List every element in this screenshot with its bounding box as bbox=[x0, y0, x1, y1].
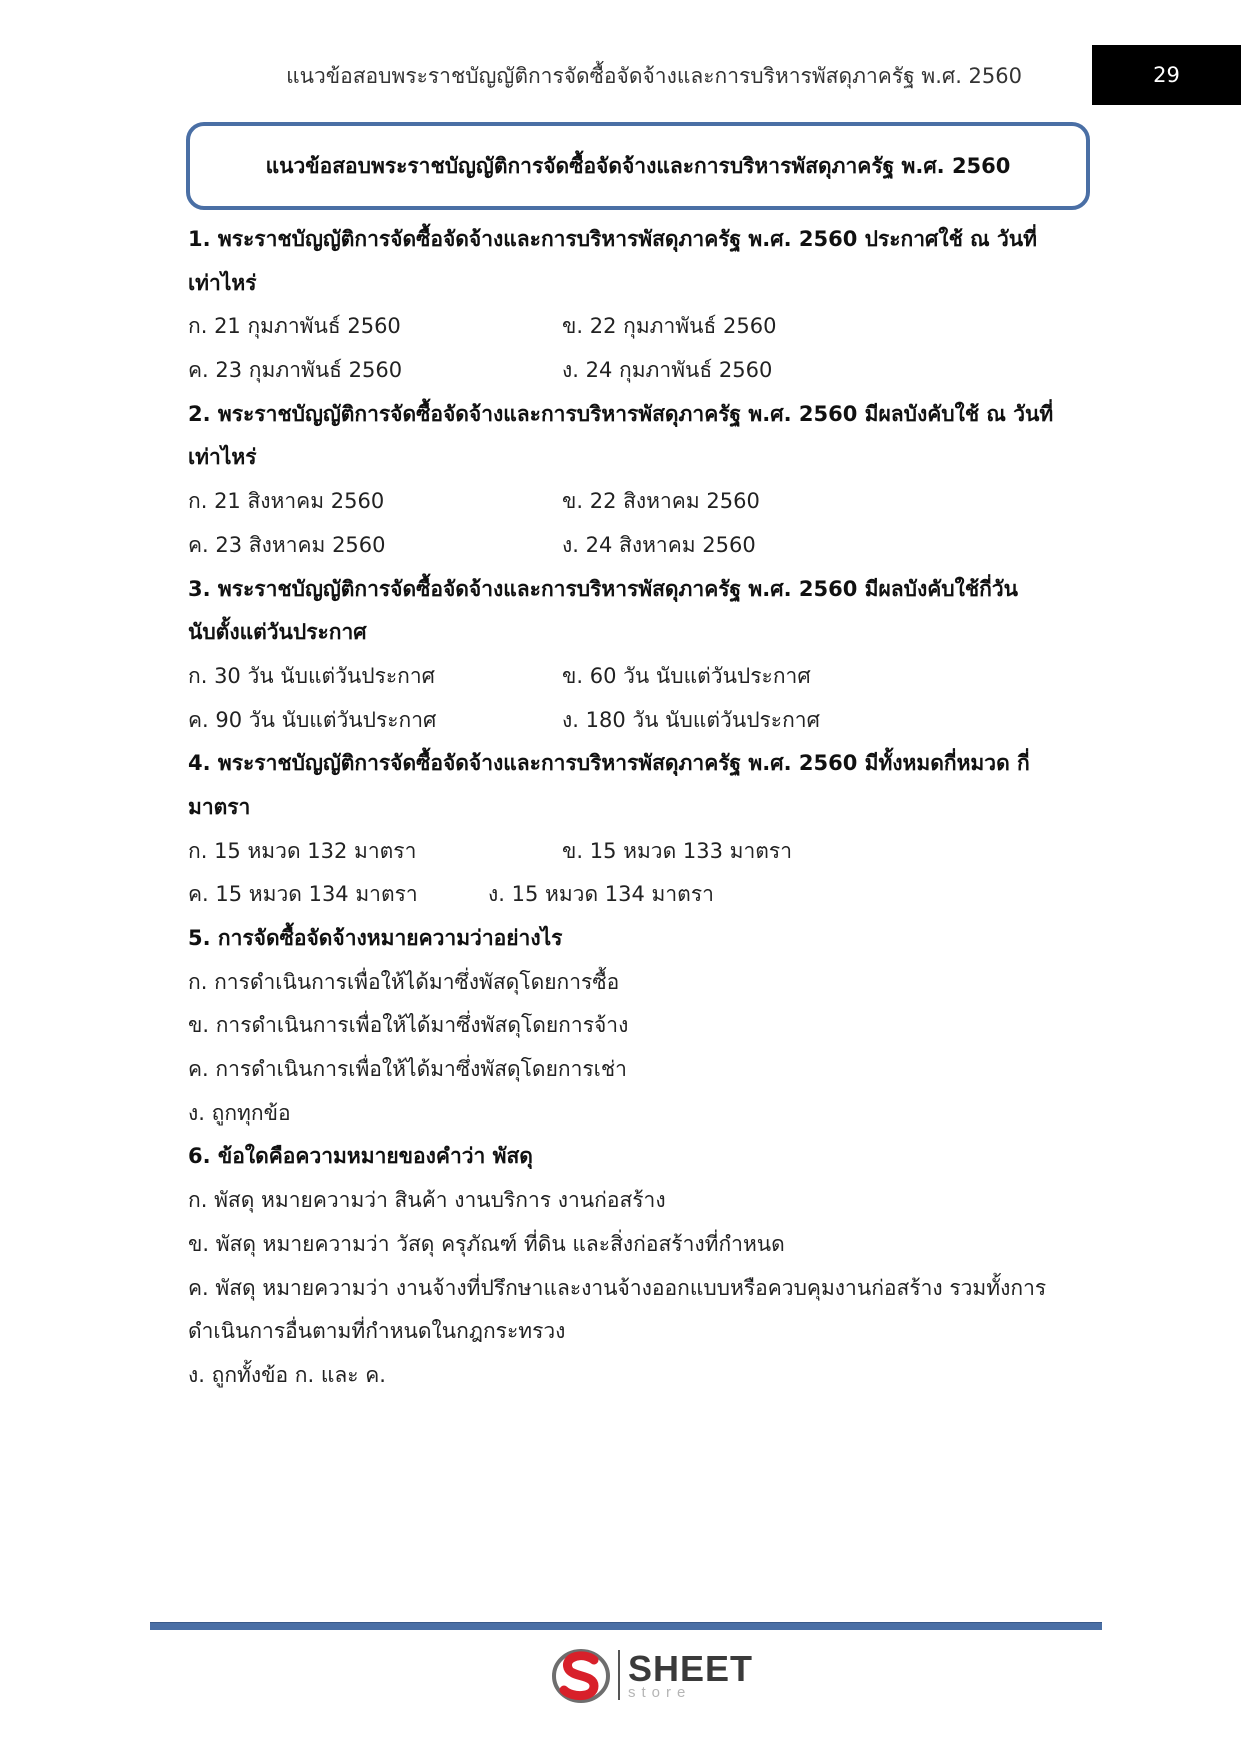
option-row bbox=[188, 480, 1068, 524]
option-c: ค. 90 วัน นับแต่วันประกาศ bbox=[188, 707, 437, 732]
title-box bbox=[186, 122, 1090, 210]
logo-separator bbox=[618, 1650, 620, 1700]
option-row bbox=[188, 349, 1068, 393]
option-b: ข. 22 กุมภาพันธ์ 2560 bbox=[562, 314, 777, 339]
question-2-text-cont: เท่าไหร่ bbox=[188, 445, 257, 470]
option-d: ง. ถูกทุกข้อ bbox=[188, 1100, 291, 1125]
option-a: ก. พัสดุ หมายความว่า สินค้า งานบริการ งานก่อสร้าง bbox=[188, 1188, 666, 1213]
option-row bbox=[188, 655, 1068, 699]
option-d: ง. 15 หมวด 134 มาตรา bbox=[488, 882, 714, 907]
question-6-text: 6. ข้อใดคือความหมายของคำว่า พัสดุ bbox=[188, 1144, 533, 1169]
option-row bbox=[188, 699, 1068, 743]
option-a: ก. การดำเนินการเพื่อให้ได้มาซึ่งพัสดุโดยการซื้อ bbox=[188, 969, 620, 994]
option-c: ค. พัสดุ หมายความว่า งานจ้างที่ปรึกษาและงานจ้างออกแบบหรือควบคุมงานก่อสร้าง รวมทั้งการ bbox=[188, 1275, 1047, 1300]
option-c: ค. 15 หมวด 134 มาตรา bbox=[188, 882, 418, 907]
option-b: ข. พัสดุ หมายความว่า วัสดุ ครุภัณฑ์ ที่ดิน และสิ่งก่อสร้างที่กำหนด bbox=[188, 1231, 785, 1256]
option-a: ก. 15 หมวด 132 มาตรา bbox=[188, 838, 417, 863]
option-c-cont: ดำเนินการอื่นตามที่กำหนดในกฎกระทรวง bbox=[188, 1319, 566, 1344]
option-c: ค. 23 กุมภาพันธ์ 2560 bbox=[188, 358, 403, 383]
option-a: ก. 30 วัน นับแต่วันประกาศ bbox=[188, 663, 436, 688]
logo-brand-sub: store bbox=[628, 1683, 692, 1701]
option-d: ง. 24 สิงหาคม 2560 bbox=[562, 532, 756, 557]
brand-logo bbox=[550, 1645, 753, 1705]
logo-wordmark bbox=[628, 1647, 754, 1701]
option-d: ง. 24 กุมภาพันธ์ 2560 bbox=[562, 358, 773, 383]
option-b: ข. 60 วัน นับแต่วันประกาศ bbox=[562, 663, 811, 688]
option-row bbox=[188, 830, 1068, 874]
option-row bbox=[188, 524, 1068, 568]
question-1-text: 1. พระราชบัญญัติการจัดซื้อจัดจ้างและการบริหารพัสดุภาครัฐ พ.ศ. 2560 ประกาศใช้ ณ วันที่ bbox=[188, 227, 1037, 251]
question-5-text: 5. การจัดซื้อจัดจ้างหมายความว่าอย่างไร bbox=[188, 926, 563, 950]
option-d: ง. 180 วัน นับแต่วันประกาศ bbox=[562, 707, 820, 732]
option-b: ข. 15 หมวด 133 มาตรา bbox=[562, 838, 792, 863]
option-a: ก. 21 สิงหาคม 2560 bbox=[188, 489, 385, 514]
footer-divider bbox=[150, 1622, 1102, 1630]
option-b: ข. การดำเนินการเพื่อให้ได้มาซึ่งพัสดุโดยการจ้าง bbox=[188, 1013, 629, 1038]
question-2-text: 2. พระราชบัญญัติการจัดซื้อจัดจ้างและการบริหารพัสดุภาครัฐ พ.ศ. 2560 มีผลบังคับใช้ ณ วันที่ bbox=[188, 401, 1054, 426]
option-c: ค. 23 สิงหาคม 2560 bbox=[188, 532, 386, 557]
question-3-text-cont: นับตั้งแต่วันประกาศ bbox=[188, 620, 367, 645]
question-4-text: 4. พระราชบัญญัติการจัดซื้อจัดจ้างและการบริหารพัสดุภาครัฐ พ.ศ. 2560 มีทั้งหมดกี่หมวด กี่ bbox=[188, 751, 1030, 776]
option-a: ก. 21 กุมภาพันธ์ 2560 bbox=[188, 314, 401, 339]
option-b: ข. 22 สิงหาคม 2560 bbox=[562, 489, 760, 514]
question-1-text-cont: เท่าไหร่ bbox=[188, 270, 257, 295]
question-3-text: 3. พระราชบัญญัติการจัดซื้อจัดจ้างและการบริหารพัสดุภาครัฐ พ.ศ. 2560 มีผลบังคับใช้กี่วัน bbox=[188, 576, 1018, 601]
option-c: ค. การดำเนินการเพื่อให้ได้มาซึ่งพัสดุโดยการเช่า bbox=[188, 1057, 627, 1082]
option-row bbox=[188, 873, 1068, 917]
logo-brand-word: SHEET bbox=[628, 1647, 754, 1689]
sheet-store-s-logo-icon bbox=[550, 1646, 612, 1704]
option-row bbox=[188, 305, 1068, 349]
question-4-text-cont: มาตรา bbox=[188, 794, 251, 819]
running-header: แนวข้อสอบพระราชบัญญัติการจัดซื้อจัดจ้างและการบริหารพัสดุภาครัฐ พ.ศ. 2560 bbox=[286, 64, 1022, 88]
page-number: 29 bbox=[1092, 45, 1241, 105]
option-d: ง. ถูกทั้งข้อ ก. และ ค. bbox=[188, 1362, 386, 1387]
page-title: แนวข้อสอบพระราชบัญญัติการจัดซื้อจัดจ้างและการบริหารพัสดุภาครัฐ พ.ศ. 2560 bbox=[265, 153, 1011, 178]
question-list bbox=[188, 218, 1068, 1398]
